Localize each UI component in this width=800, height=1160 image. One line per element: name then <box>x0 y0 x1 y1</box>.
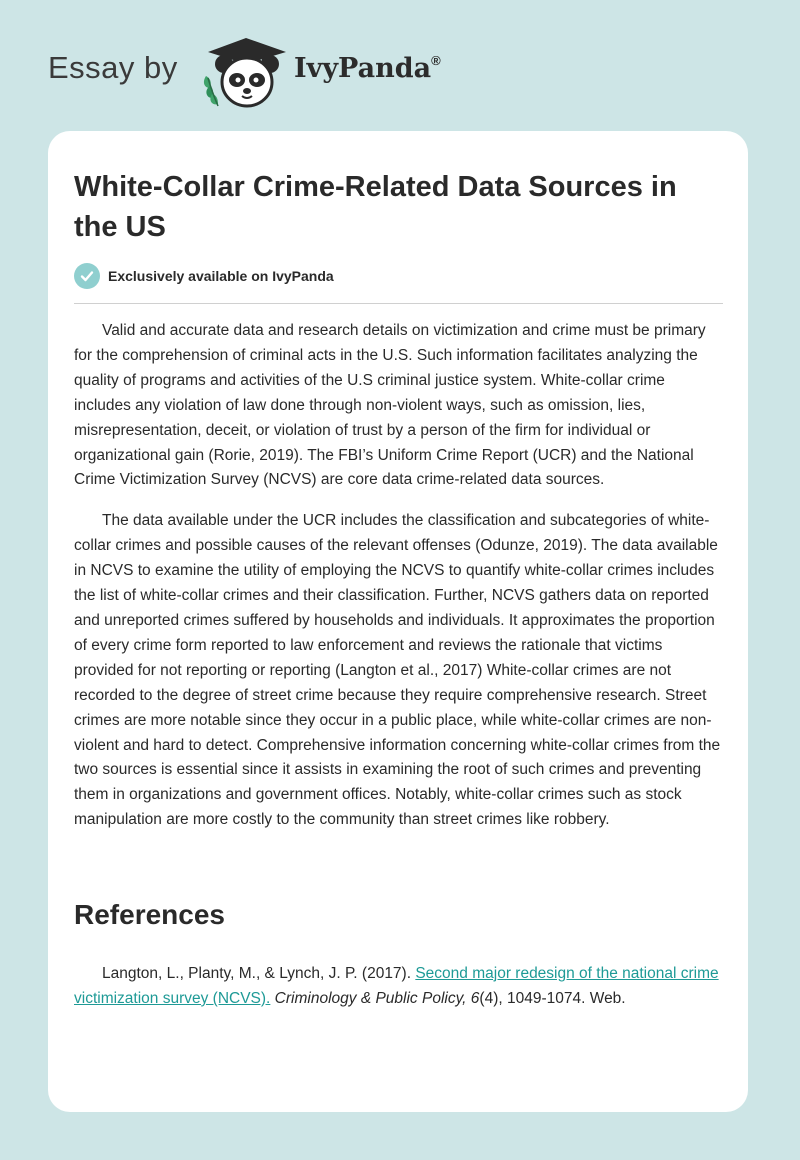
references-heading: References <box>74 899 225 930</box>
ivy-leaf-icon <box>204 76 218 106</box>
paragraph: Valid and accurate data and research details on victimization and crime must be primary for the comprehension of criminal acts in the U.S. Such information facilitates analyzing the quality of programs and activities of the U.S criminal justice system. White-collar crime includes any violation of law done through non-violent ways, such as omission, lies, misrepresentation, deceit, or violation of trust by a person of the firm for individual or organizational gain (Rorie, 2019). The FBI’s Uniform Crime Report (UCR) and the National Crime Victimization Survey (NCVS) are core data crime-related data sources. <box>74 322 706 489</box>
brand-name-text: IvyPanda <box>294 53 432 84</box>
reference-authors: Langton, L., Planty, M., & Lynch, J. P. (2017). <box>102 965 416 982</box>
logo[interactable] <box>200 36 292 110</box>
paragraph: The data available under the UCR includes the classification and subcategories of white-collar crimes and possible causes of the relevant offenses (Odunze, 2019). The data available in NCVS to examine the utility of employing the NCVS to quantify white-collar crimes includes the list of white-collar crimes and their classification. Further, NCVS gathers data on reported and unreported crimes suffered by households and individuals. It approximates the proportion of every crime form reported to law enforcement and reviews the rationale that victims provided for not reporting or reporting (Langton et al., 2017) White-collar crimes are not recorded to the degree of street crime because they require comprehensive research. Street crimes are more notable since they occur in a public place, while white-collar crimes are non-violent and hard to detect. Comprehensive information concerning white-collar crimes from the two sources is essential since it assists in examining the root of such crimes and preventing them in organizations and government offices. Notably, white-collar crimes such as stock manipulation are more costly to the community than street crimes like robbery. <box>74 512 721 829</box>
essay-by-label: Essay by <box>48 50 178 85</box>
page-title: White-Collar Crime-Related Data Sources in the US <box>74 171 677 243</box>
exclusive-badge <box>74 263 334 289</box>
references-list <box>74 961 724 1011</box>
essay-card <box>48 131 748 1112</box>
site-header <box>0 0 800 120</box>
brand-name[interactable] <box>294 53 441 84</box>
registered-mark: ® <box>431 53 441 68</box>
divider <box>74 303 723 304</box>
checkmark-icon <box>74 263 100 289</box>
badge-text: Exclusively available on IvyPanda <box>108 268 334 284</box>
panda-logo-icon <box>200 36 292 110</box>
reference-issue: (4), 1049-1074. Web. <box>479 990 626 1007</box>
reference-journal: Criminology & Public Policy, 6 <box>270 990 480 1007</box>
essay-body <box>74 319 724 849</box>
reference-link[interactable]: Second major redesign of the national crime victimization survey (NCVS). <box>74 965 719 1007</box>
reference-item <box>74 961 724 1011</box>
